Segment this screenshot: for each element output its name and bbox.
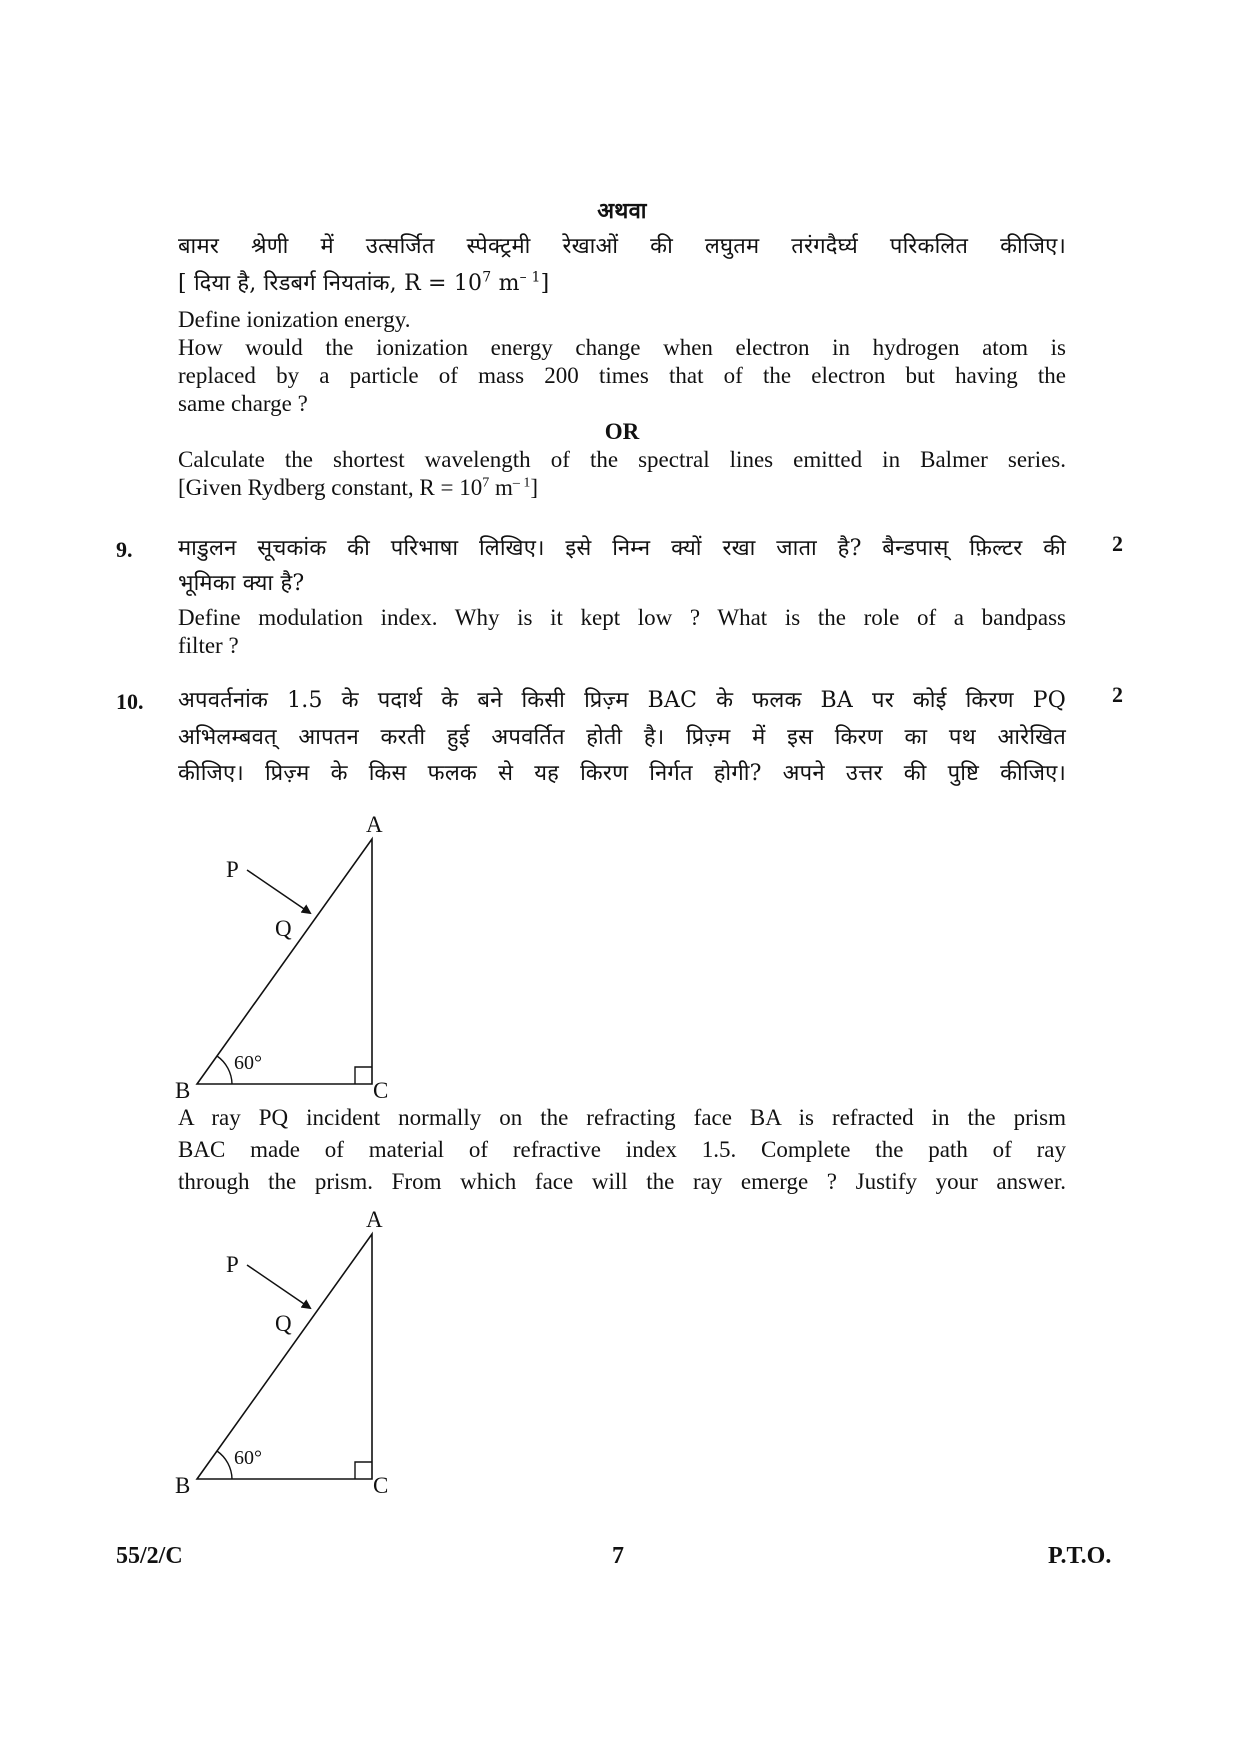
q10-english-line-1: A ray PQ incident normally on the refracting face BA is refracted in the prism [178, 1105, 1066, 1130]
angle-arc [217, 1451, 232, 1479]
vertex-a-label: A [366, 812, 383, 837]
vertex-b-label: B [175, 1078, 191, 1103]
vertex-a-label: A [366, 1207, 383, 1232]
incident-ray-pq [247, 1265, 310, 1308]
q8-hindi-given-exponent: 7 [482, 269, 492, 286]
incident-ray-pq [247, 870, 310, 913]
athva-heading: अथवा [597, 198, 647, 224]
q8-hindi-given-unit: m [491, 271, 520, 296]
q8-hindi-given-unit-exponent: – 1 [519, 269, 541, 286]
prism-diagram-english [160, 1200, 420, 1500]
vertex-c-label: C [373, 1078, 389, 1103]
point-q-label: Q [275, 916, 292, 941]
q8-hindi-given-text: [ दिया है, रिडबर्ग नियतांक, R = 10 [178, 271, 483, 296]
q8-how-line-1: How would the ionization energy change when electron in hydrogen atom is [178, 335, 1066, 360]
q8-how-line-3: same charge ? [178, 391, 308, 416]
page-number: 7 [612, 1543, 624, 1569]
angle-60-label: 60° [234, 1052, 262, 1074]
q10-english-line-3: through the prism. From which face will the ray emerge ? Justify your answer. [178, 1169, 1066, 1194]
q9-hindi-line-1: माडुलन सूचकांक की परिभाषा लिखिए। इसे निम्न क्यों रखा जाता है? बैन्डपास् फ़िल्टर की [178, 536, 1066, 561]
q9-hindi-line-2: भूमिका क्या है? [178, 571, 305, 596]
question-9-marks: 2 [1112, 531, 1123, 556]
q10-hindi-line-1: अपवर्तनांक 1.5 के पदार्थ के बने किसी प्रिज़्म BAC के फलक BA पर कोई किरण PQ [178, 688, 1066, 713]
please-turn-over: P.T.O. [1048, 1543, 1112, 1569]
q8-hindi-given-end: ] [540, 271, 550, 296]
or-heading: OR [604, 419, 640, 444]
vertex-b-label: B [175, 1473, 191, 1498]
q8-define-ionization: Define ionization energy. [178, 307, 411, 332]
q8-how-line-2: replaced by a particle of mass 200 times that of the electron but having the [178, 363, 1066, 388]
q8-hindi-given [178, 270, 1066, 298]
angle-60-label: 60° [234, 1447, 262, 1469]
q8-calculate-line: Calculate the shortest wavelength of the spectral lines emitted in Balmer series. [178, 447, 1066, 472]
q8-given-exponent: 7 [482, 475, 490, 491]
point-q-label: Q [275, 1311, 292, 1336]
point-p-label: P [226, 857, 239, 882]
q10-english-line-2: BAC made of material of refractive index 1.5. Complete the path of ray [178, 1137, 1066, 1162]
q9-english-line-1: Define modulation index. Why is it kept low ? What is the role of a bandpass [178, 605, 1066, 630]
vertex-c-label: C [373, 1473, 389, 1498]
q10-hindi-line-3: कीजिए। प्रिज़्म के किस फलक से यह किरण निर्गत होगी? अपने उत्तर की पुष्टि कीजिए। [178, 761, 1066, 786]
q10-hindi-line-2: अभिलम्बवत् आपतन करती हुई अपवर्तित होती है। प्रिज़्म में इस किरण का पथ आरेखित [178, 725, 1066, 750]
q8-hindi-line-1: बामर श्रेणी में उत्सर्जित स्पेक्ट्रमी रेखाओं की लघुतम तरंगदैर्घ्य परिकलित कीजिए। [178, 234, 1066, 259]
question-9-number: 9. [116, 537, 133, 562]
q9-english-line-2: filter ? [178, 633, 239, 658]
question-10-marks: 2 [1112, 682, 1123, 707]
q8-given-unit: m [489, 475, 513, 500]
question-10-number: 10. [116, 689, 144, 714]
paper-code: 55/2/C [116, 1543, 183, 1569]
q8-given-text: [Given Rydberg constant, R = 10 [178, 475, 483, 500]
right-angle-marker [355, 1462, 372, 1479]
q8-given-unit-exponent: – 1 [512, 475, 531, 491]
q8-given-end: ] [530, 475, 539, 500]
prism-diagram-hindi [160, 805, 420, 1105]
point-p-label: P [226, 1252, 239, 1277]
prism-triangle [197, 839, 372, 1084]
prism-triangle [197, 1234, 372, 1479]
q8-given-line [178, 474, 1066, 502]
angle-arc [217, 1056, 232, 1084]
right-angle-marker [355, 1067, 372, 1084]
